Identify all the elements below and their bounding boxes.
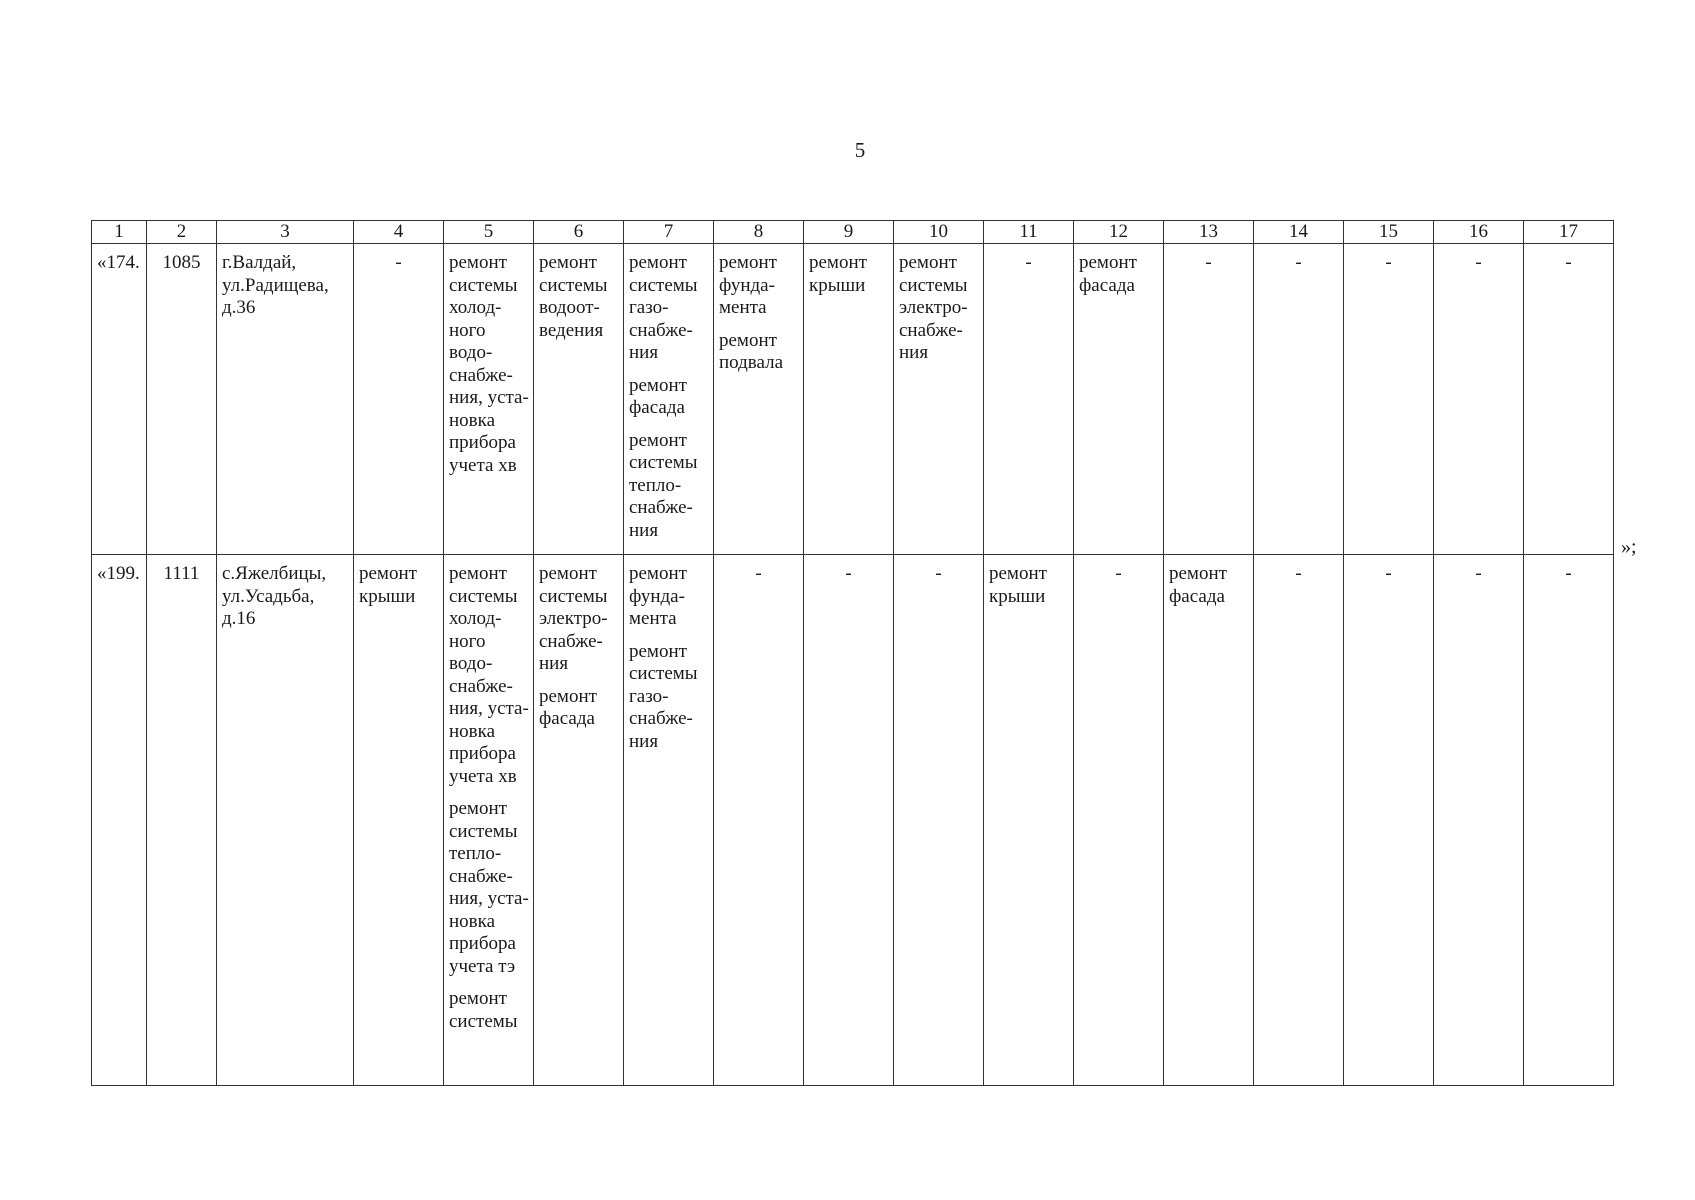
cell-entry: ремонт фасада [1169,563,1227,607]
cell-entry: - [1385,252,1392,273]
table-cell [444,555,534,1086]
column-number: 14 [1254,221,1344,244]
cell-entry: - [1385,563,1392,584]
table-row [92,555,1614,1086]
table-cell [1434,555,1524,1086]
cell-entry: - [1115,563,1122,584]
column-number: 4 [354,221,444,244]
table-cell [804,555,894,1086]
cell-entry: - [1295,563,1302,584]
cell-entry: - [1475,252,1482,273]
table-cell [804,244,894,555]
table-cell [217,244,354,555]
cell-entry: ремонт подвала [719,329,784,373]
cell-entry: - [1025,252,1032,273]
cell-entry: ремонт крыши [359,563,417,607]
row-index: «174. [97,252,140,273]
cell-entry: - [935,563,942,584]
table-cell [147,555,217,1086]
cell-entry: ремонт системы газо-снабже-ния [629,252,698,363]
table-cell [714,244,804,555]
address: г.Валдай, ул.Радищева, д.36 [222,252,329,318]
cell-entry: ремонт системы водоот-ведения [539,252,608,341]
cell-entry: ремонт системы тепло-снабже-ния [629,429,698,541]
table-cell [147,244,217,555]
column-number: 13 [1164,221,1254,244]
column-number: 11 [984,221,1074,244]
cell-entry: ремонт фунда-мента [719,252,777,318]
repair-schedule-table [91,220,1614,1086]
table-cell [1164,244,1254,555]
page-number: 5 [854,138,866,162]
column-number: 12 [1074,221,1164,244]
table-cell [1344,555,1434,1086]
table-cell [92,244,147,555]
cell-entry: ремонт системы холод-ного водо-снабже-ния, уста-новка прибора учета хв [449,252,529,476]
column-number: 10 [894,221,984,244]
table-cell [217,555,354,1086]
cell-entry: ремонт системы газо-снабже-ния [629,640,698,752]
cell-entry: ремонт фасада [539,685,597,729]
cell-entry: - [1565,563,1572,584]
cell-entry: - [845,563,852,584]
cell-entry: ремонт системы [449,988,518,1032]
column-number: 16 [1434,221,1524,244]
cell-entry: - [1565,252,1572,273]
column-number: 2 [147,221,217,244]
cell-entry: - [755,563,762,584]
table-cell [354,244,444,555]
table-cell [92,555,147,1086]
house-id: 1111 [163,563,200,584]
address: с.Яжелбицы, ул.Усадьба, д.16 [222,563,327,629]
cell-entry: ремонт системы электро-снабже-ния [539,563,608,674]
column-number: 9 [804,221,894,244]
cell-entry: ремонт системы холод-ного водо-снабже-ния, уста-новка прибора учета хв [449,563,529,787]
column-number: 1 [92,221,147,244]
table-cell [894,555,984,1086]
column-number: 8 [714,221,804,244]
table-row [92,244,1614,555]
table-cell [624,244,714,555]
cell-entry: - [395,252,402,273]
house-id: 1085 [162,252,201,273]
table-cell [624,555,714,1086]
table-cell [444,244,534,555]
table-cell [1434,244,1524,555]
table-cell [714,555,804,1086]
table-cell [984,555,1074,1086]
cell-entry: - [1295,252,1302,273]
closing-quote: »; [1621,536,1637,558]
cell-entry: - [1475,563,1482,584]
table-cell [984,244,1074,555]
table-cell [1074,244,1164,555]
cell-entry: ремонт фасада [1079,252,1137,296]
table-cell [894,244,984,555]
table-cell [354,555,444,1086]
table-cell [1524,555,1614,1086]
cell-entry: ремонт фасада [629,374,687,418]
header-row [92,221,1614,244]
cell-entry: ремонт системы тепло-снабже-ния, уста-новка прибора учета тэ [449,798,529,977]
column-number: 15 [1344,221,1434,244]
table-cell [1164,555,1254,1086]
column-number: 7 [624,221,714,244]
cell-entry: ремонт системы электро-снабже-ния [899,252,968,363]
table-cell [534,555,624,1086]
cell-entry: - [1205,252,1212,273]
table-cell [1254,555,1344,1086]
table-cell [1074,555,1164,1086]
column-number: 17 [1524,221,1614,244]
column-number: 6 [534,221,624,244]
column-number: 5 [444,221,534,244]
cell-entry: ремонт крыши [809,252,867,296]
table-cell [1524,244,1614,555]
table-cell [1344,244,1434,555]
cell-entry: ремонт фунда-мента [629,563,687,629]
cell-entry: ремонт крыши [989,563,1047,607]
column-number: 3 [217,221,354,244]
row-index: «199. [97,563,140,584]
table-cell [1254,244,1344,555]
table-cell [534,244,624,555]
